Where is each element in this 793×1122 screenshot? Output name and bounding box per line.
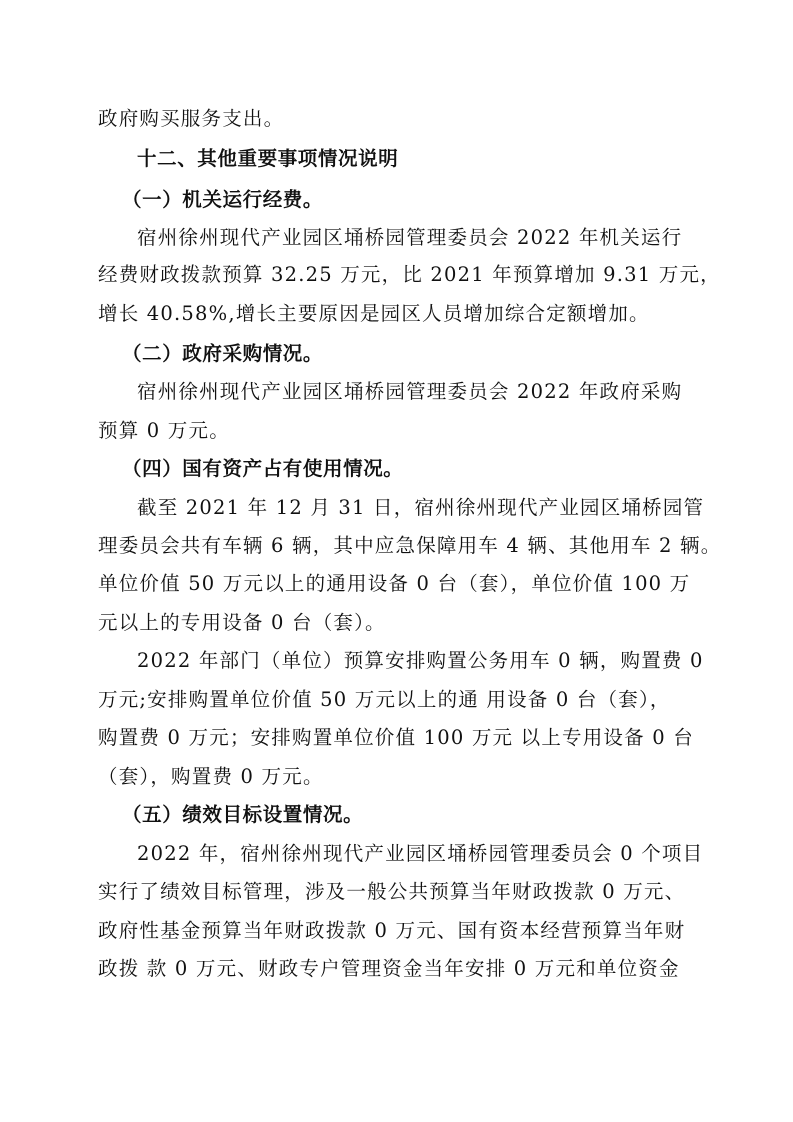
paragraph-line: 宿州徐州现代产业园区埇桥园管理委员会 2022 年机关运行 [137, 226, 683, 249]
paragraph-line: 政拨 款 0 万元、财政专户管理资金当年安排 0 万元和单位资金 [98, 957, 680, 980]
paragraph-line: 理委员会共有车辆 6 辆，其中应急保障用车 4 辆、其他用车 2 辆。 [98, 534, 722, 557]
paragraph-line: 政府性基金预算当年财政拨款 0 万元、国有资本经营预算当年财 [98, 919, 686, 942]
section-heading: 十二、其他重要事项情况说明 [137, 147, 399, 170]
paragraph-line: 单位价值 50 万元以上的通用设备 0 台（套），单位价值 100 万 [98, 572, 691, 595]
subsection-heading: （五）绩效目标设置情况。 [122, 803, 364, 826]
paragraph-line: 宿州徐州现代产业园区埇桥园管理委员会 2022 年政府采购 [137, 380, 683, 403]
paragraph-line: 经费财政拨款预算 32.25 万元，比 2021 年预算增加 9.31 万元， [98, 263, 721, 286]
paragraph-line: 增长 40.58%,增长主要原因是园区人员增加综合定额增加。 [98, 302, 650, 325]
subsection-heading: （一）机关运行经费。 [122, 188, 324, 211]
subsection-heading: （二）政府采购情况。 [122, 342, 324, 365]
paragraph-line: 万元;安排购置单位价值 50 万元以上的通 用设备 0 台（套）， [98, 688, 671, 711]
paragraph-line: 购置费 0 万元；安排购置单位价值 100 万元 以上专用设备 0 台 [98, 726, 694, 749]
text-line: 政府购买服务支出。 [98, 107, 285, 130]
paragraph-line: 2022 年，宿州徐州现代产业园区埇桥园管理委员会 0 个项目 [137, 842, 704, 865]
paragraph-line: 截至 2021 年 12 月 31 日，宿州徐州现代产业园区埇桥园管 [137, 496, 705, 519]
subsection-heading: （四）国有资产占有使用情况。 [122, 457, 404, 480]
paragraph-line: 元以上的专用设备 0 台（套）。 [98, 611, 386, 634]
paragraph-line: 2022 年部门（单位）预算安排购置公务用车 0 辆，购置费 0 [137, 649, 704, 672]
paragraph-line: （套），购置费 0 万元。 [98, 765, 324, 788]
paragraph-line: 实行了绩效目标管理，涉及一般公共预算当年财政拨款 0 万元、 [98, 880, 686, 903]
paragraph-line: 预算 0 万元。 [98, 419, 230, 442]
